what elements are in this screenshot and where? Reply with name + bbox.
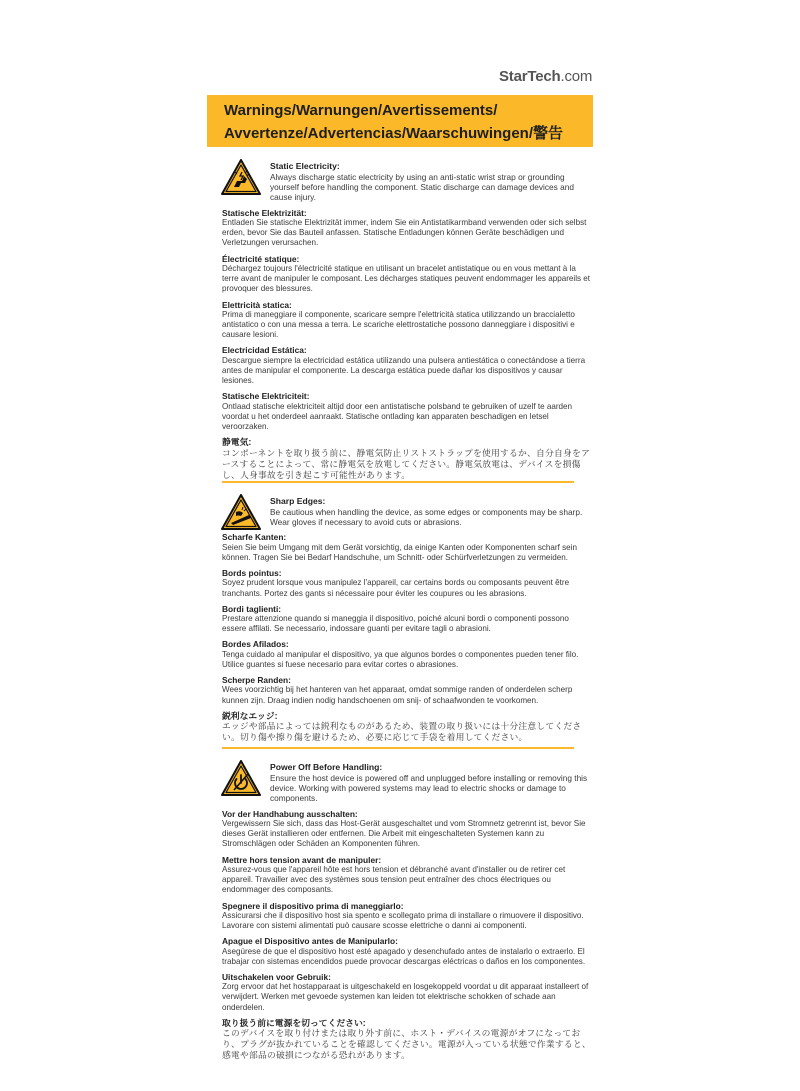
sharp-edges-icon bbox=[221, 494, 261, 530]
static-electricity-icon bbox=[221, 159, 261, 195]
block-title: Scherpe Randen: bbox=[222, 675, 291, 686]
block-body: Asegúrese de que el dispositivo host esté apagado y desenchufado antes de instalarlo o extraerlo. El trabajar con sistemas encendidos puede provocar descargas eléctricas o daños en los componentes. bbox=[222, 946, 586, 966]
warning-block-es bbox=[222, 639, 593, 670]
warning-block-it bbox=[222, 604, 593, 635]
warning-block-de bbox=[222, 809, 593, 850]
block-title: Bordes Afilados: bbox=[222, 639, 289, 650]
warning-block-fr bbox=[222, 254, 593, 295]
block-body: Prestare attenzione quando si maneggia il dispositivo, poiché alcuni bordi o componenti possono essere affilati. Se necessario, indossare guanti per evitare tagli o abrasioni. bbox=[222, 614, 569, 634]
brand-logo bbox=[499, 68, 592, 85]
block-title: Mettre hors tension avant de manipuler: bbox=[222, 854, 382, 865]
block-body: Wees voorzichtig bij het hanteren van het apparaat, omdat sommige randen of onderdelen scherp kunnen zijn. Draag indien nodig handschoenen om snij- of schaafwonden te voorkomen. bbox=[222, 685, 573, 705]
banner-title-line2: Avvertenze/Advertencias/Waarschuwingen/警告 bbox=[224, 125, 563, 142]
block-body: Déchargez toujours l'électricité statique en utilisant un bracelet antistatique ou en vous mettant à la terre avant de manipuler le composant. Les décharges statiques peuvent endommager les appareils et provoquer des blessures. bbox=[222, 263, 591, 294]
section-body: Ensure the host device is powered off and unplugged before installing or removing this device. Working with powered systems may lead to electric shocks or damage to components. bbox=[270, 772, 588, 804]
warning-block-ja bbox=[222, 1018, 593, 1061]
section-body: Be cautious when handling the device, as some edges or components may be sharp. Wear gloves if necessary to avoid cuts or abrasions. bbox=[270, 506, 583, 527]
block-title: Elettricità statica: bbox=[222, 299, 292, 310]
static-electricity-section bbox=[207, 155, 593, 481]
warning-block-fr bbox=[222, 568, 593, 599]
warning-block-ja bbox=[222, 711, 593, 743]
block-body: Prima di maneggiare il componente, scaricare sempre l'elettricità statica utilizzando un braccialetto antistatico o con una messa a terra. Le scariche elettrostatiche possono danneggiare i dispositivi e causare lesioni. bbox=[222, 309, 575, 340]
block-title: Electricidad Estática: bbox=[222, 345, 307, 356]
warning-block-it bbox=[222, 901, 593, 932]
block-body: このデバイスを取り付けまたは取り外す前に、ホスト・デバイスの電源がオフになっており、プラグが抜かれていることを確認してください。電源が入っている状態で作業すると、感電や部品の破損につながる恐れがあります。 bbox=[222, 1028, 591, 1061]
section-header bbox=[207, 756, 593, 804]
warning-block-nl bbox=[222, 675, 593, 706]
block-body: Assurez-vous que l'appareil hôte est hors tension et débranché avant d'installer ou de retirer cet appareil. Travailler avec des systèmes sous tension peut entraîner des chocs électriques ou endommager des composants. bbox=[222, 864, 566, 895]
block-title: Spegnere il dispositivo prima di maneggiarlo: bbox=[222, 900, 404, 911]
block-body: Seien Sie beim Umgang mit dem Gerät vorsichtig, da einige Kanten oder Komponenten scharf sein können. Tragen Sie bei Bedarf Handschuhe, um Schnitt- oder Schürfverletzungen zu vermeiden. bbox=[222, 542, 577, 562]
warning-block-nl bbox=[222, 391, 593, 432]
warning-block-it bbox=[222, 300, 593, 341]
section-divider bbox=[222, 481, 574, 483]
brand-name: StarTech bbox=[499, 68, 561, 85]
block-body: エッジや部品によっては鋭利なものがあるため、装置の取り扱いには十分注意してください。切り傷や擦り傷を避けるため、必要に応じて手袋を着用してください。 bbox=[222, 721, 582, 743]
block-body: Soyez prudent lorsque vous manipulez l'appareil, car certains bords ou composants peuvent être tranchants. Portez des gants si nécessaire pour éviter les coupures ou les abrasions. bbox=[222, 578, 570, 598]
sharp-edges-section bbox=[207, 490, 593, 743]
warning-block-de bbox=[222, 208, 593, 249]
block-body: Vergewissern Sie sich, dass das Host-Gerät ausgeschaltet und vom Stromnetz getrennt ist, bevor Sie dieses Gerät installieren oder entfernen. Die Arbeit mit eingeschalteten Systemen kann zu Stromschlägen oder Schäden an Komponenten führen. bbox=[222, 819, 586, 849]
warning-block-de bbox=[222, 532, 593, 563]
block-title: Scharfe Kanten: bbox=[222, 532, 287, 543]
block-title: 取り扱う前に電源を切ってください: bbox=[222, 1017, 366, 1028]
section-divider bbox=[222, 747, 574, 749]
block-title: Statische Elektriciteit: bbox=[222, 391, 310, 402]
block-title: Bordi taglienti: bbox=[222, 603, 282, 614]
section-header bbox=[207, 490, 593, 527]
warning-block-nl bbox=[222, 972, 593, 1013]
block-body: Zorg ervoor dat het hostapparaat is uitgeschakeld en losgekoppeld voordat u dit apparaat installeert of verwijdert. Werken met gevoede systemen kan leiden tot elektrische schokken of schade aan onderdelen. bbox=[222, 982, 589, 1012]
warning-block-ja bbox=[222, 437, 593, 480]
block-title: Vor der Handhabung ausschalten: bbox=[222, 808, 358, 819]
block-title: 静電気: bbox=[222, 437, 252, 448]
block-body: Assicurarsi che il dispositivo host sia spento e scollegato prima di installare o rimuovere il dispositivo. Lavorare con sistemi alimentati può causare scosse elettriche o danni ai componenti. bbox=[222, 910, 584, 931]
block-body: Tenga cuidado al manipular el dispositivo, ya que algunos bordes o componentes pueden tener filo. Utilice guantes si fuese necesario para evitar cortes o abrasiones. bbox=[222, 649, 579, 669]
block-title: Uitschakelen voor Gebruik: bbox=[222, 971, 331, 982]
section-body: Always discharge static electricity by using an anti-static wrist strap or grounding yourself before handling the component. Static discharge can damage devices and cause injury. bbox=[270, 171, 574, 203]
warning-block-fr bbox=[222, 855, 593, 896]
warning-block-es bbox=[222, 345, 593, 386]
block-title: Apague el Dispositivo antes de Manipularlo: bbox=[222, 936, 398, 947]
power-off-section bbox=[207, 756, 593, 1061]
block-title: Bords pointus: bbox=[222, 568, 282, 579]
warning-block-es bbox=[222, 936, 593, 967]
section-title: Power Off Before Handling: bbox=[270, 762, 383, 772]
warnings-banner bbox=[207, 95, 593, 147]
banner-title-line1: Warnings/Warnungen/Avertissements/ bbox=[224, 102, 498, 119]
block-body: Ontlaad statische elektriciteit altijd door een antistatische polsband te gebruiken of uzelf te aarden voordat u het onderdeel aanraakt. Statische ontlading kan apparaten beschadigen en letsel veroorzaken. bbox=[222, 401, 573, 432]
block-title: Statische Elektrizität: bbox=[222, 207, 307, 218]
power-off-icon bbox=[221, 760, 261, 796]
block-body: Entladen Sie statische Elektrizität immer, indem Sie ein Antistatikarmband verwenden oder sich selbst erden, bevor Sie das Bauteil anfassen. Statische Entladungen können Geräte beschädigen und Verletzungen verursachen. bbox=[222, 218, 587, 248]
block-body: Descargue siempre la electricidad estática utilizando una pulsera antiestática o conectándose a tierra antes de manipular el componente. La descarga estática puede dañar los dispositivos y causar lesiones. bbox=[222, 355, 586, 386]
brand-suffix: .com bbox=[560, 68, 593, 85]
block-body: コンポーネントを取り扱う前に、静電気防止リストストラップを使用するか、自分自身をアースすることによって、常に静電気を放電してください。静電気放電は、デバイスを損傷し、人身事故を引き起こす可能性があります。 bbox=[222, 447, 590, 480]
block-title: 鋭利なエッジ: bbox=[222, 710, 278, 721]
block-title: Électricité statique: bbox=[222, 253, 300, 264]
section-header bbox=[207, 155, 593, 203]
section-title: Static Electricity: bbox=[270, 161, 340, 171]
section-title: Sharp Edges: bbox=[270, 496, 326, 506]
